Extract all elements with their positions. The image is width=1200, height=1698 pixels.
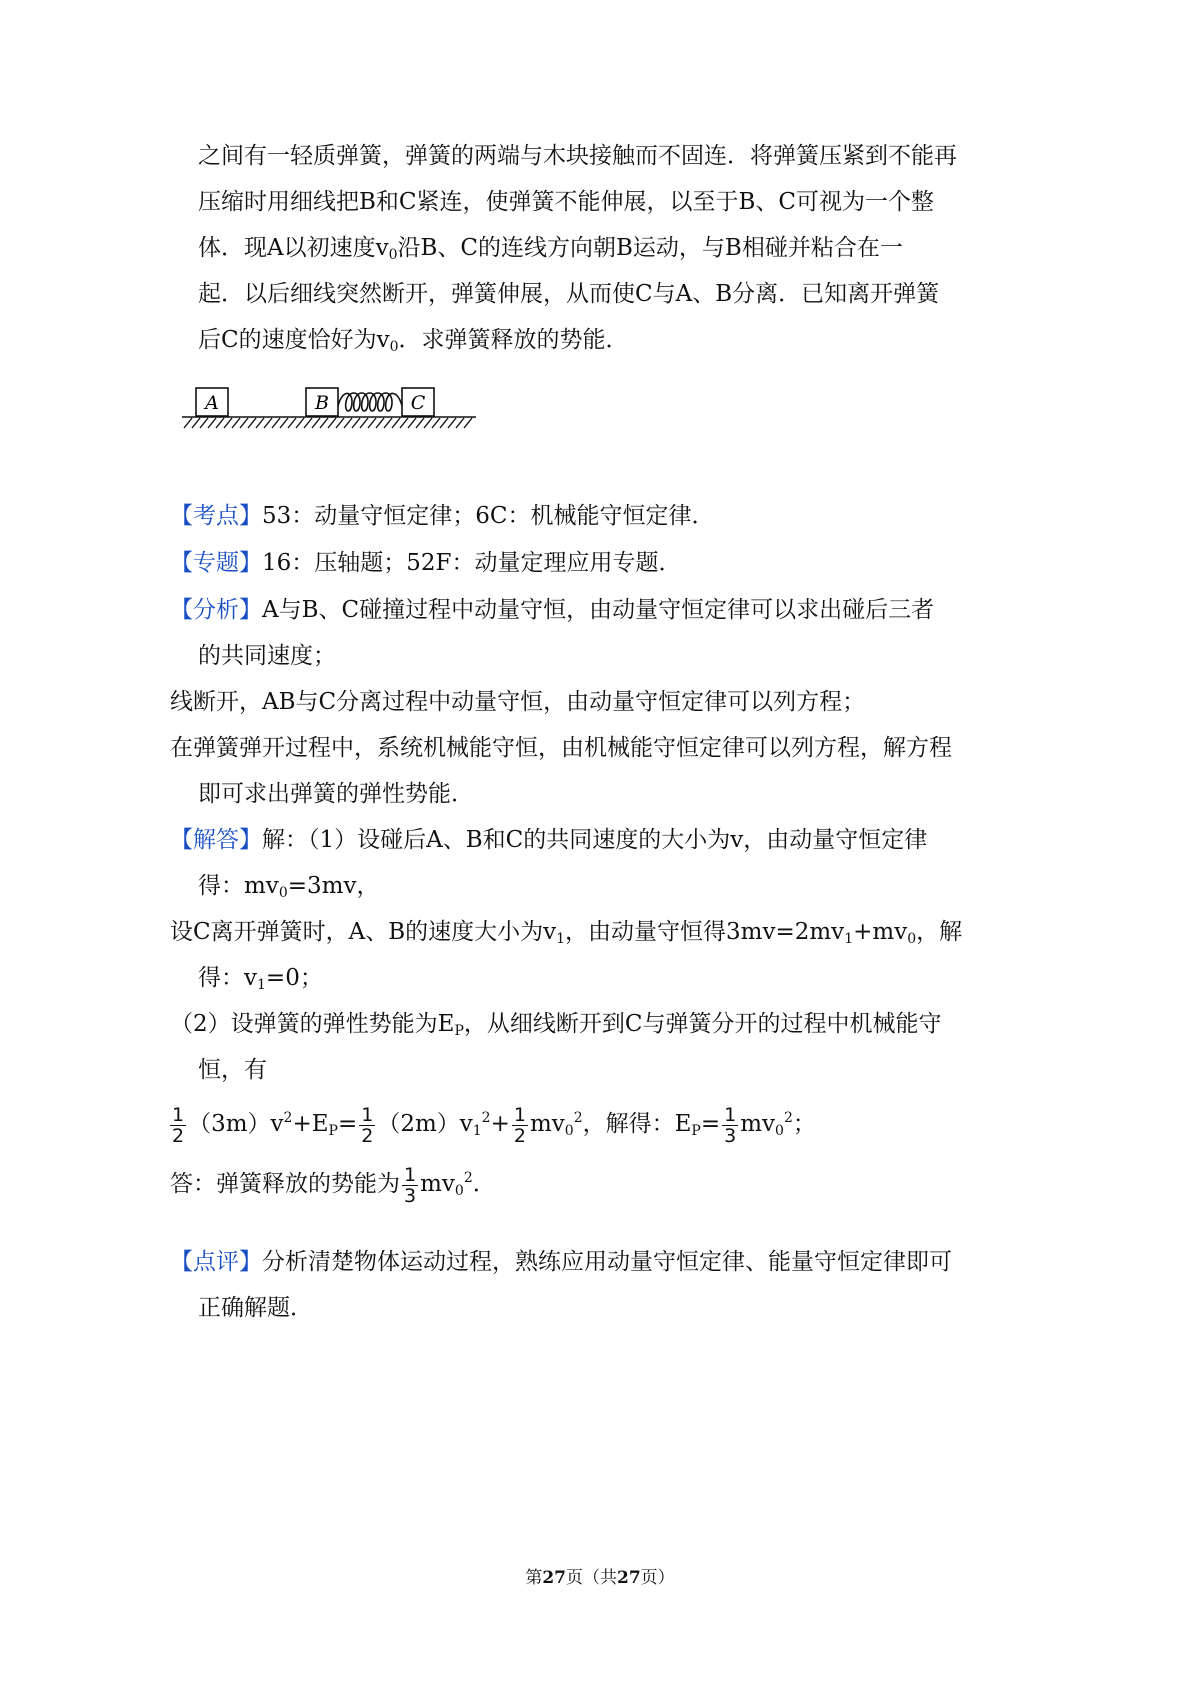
page-number: 27: [542, 1568, 566, 1588]
jieda-line-3: 设C离开弹簧时，A、B的速度大小为$v_1$，由动量守恒得$3mv=2mv_1+mv_0$，解: [170, 919, 963, 947]
dianping-line-2: 正确解题．: [198, 1295, 313, 1321]
dianping-tag: 【点评】: [170, 1249, 262, 1275]
answer-line: 答：弹簧释放的势能为 $\frac{1}{3}$ $mv_0^2$．: [170, 1163, 496, 1207]
zhuanti-section: [170, 547, 682, 579]
fenxi-tag: 【分析】: [170, 597, 262, 623]
blocks-spring-diagram: [180, 386, 490, 430]
fraction-third: $\frac{1}{3}$: [724, 1103, 737, 1147]
fenxi-line-5: 即可求出弹簧的弹性势能．: [198, 781, 474, 807]
problem-line-5: 后C的速度恰好为$v_0$．求弹簧释放的势能．: [198, 327, 629, 355]
problem-figure: [180, 386, 490, 434]
block-c: [402, 388, 434, 416]
fraction-half: $\frac{1}{2}$: [513, 1103, 526, 1147]
dianping-line-1: 【点评】分析清楚物体运动过程，熟练应用动量守恒定律、能量守恒定律即可: [170, 1249, 952, 1275]
block-c-label: C: [410, 392, 426, 414]
block-a-label: A: [205, 392, 219, 414]
fenxi-line-4: 在弹簧弹开过程中，系统机械能守恒，由机械能守恒定律可以列方程，解方程: [170, 735, 952, 761]
fenxi-line-1: 【分析】A与B、C碰撞过程中动量守恒，由动量守恒定律可以求出碰后三者: [170, 597, 935, 623]
energy-equation: $\frac{1}{2}$ $(3m)v^2+E_P=$ $\frac{1}{2}$ $(2m)v_1^2+$ $\frac{1}{2}$ $mv_0^2$，解得：$E_P=$ $\frac{1}{3}$ $mv_0^2$；: [172, 1103, 816, 1147]
jieda-tag: 【解答】: [170, 827, 262, 853]
kaodian-text: 53：动量守恒定律；6C：机械能守恒定律．: [262, 503, 715, 529]
fraction-half: $\frac{1}{2}$: [361, 1103, 374, 1147]
block-a: [196, 388, 228, 416]
fraction-third: $\frac{1}{3}$: [404, 1163, 417, 1207]
ground: [182, 417, 476, 428]
page-total: 27: [617, 1568, 641, 1588]
jieda-line-6: 恒，有: [198, 1057, 267, 1083]
block-b-label: B: [315, 392, 329, 414]
problem-line-4: 起．以后细线突然断开，弹簧伸展，从而使C与A、B分离．已知离开弹簧: [198, 281, 940, 307]
problem-line-2: 压缩时用细线把B和C紧连，使弹簧不能伸展，以至于B、C可视为一个整: [198, 189, 934, 215]
fenxi-line-2: 的共同速度；: [198, 643, 336, 669]
problem-line-3: 体．现A以初速度$v_0$沿B、C的连线方向朝B运动，与B相碰并粘合在一: [198, 235, 903, 263]
fenxi-line-3: 线断开，AB与C分离过程中动量守恒，由动量守恒定律可以列方程；: [170, 689, 866, 715]
problem-line-1: 之间有一轻质弹簧，弹簧的两端与木块接触而不固连．将弹簧压紧到不能再: [198, 143, 957, 169]
spring: [338, 393, 402, 411]
kaodian-section: [170, 500, 715, 532]
kaodian-tag: 【考点】: [170, 503, 262, 529]
jieda-line-5: （2）设弹簧的弹性势能为$E_P$，从细线断开到C与弹簧分开的过程中机械能守: [170, 1011, 942, 1039]
fraction-half: $\frac{1}{2}$: [172, 1103, 185, 1147]
page-footer: 第27页（共27页）: [525, 1568, 675, 1588]
zhuanti-text: 16：压轴题；52F：动量定理应用专题．: [262, 550, 682, 576]
jieda-line-4: 得：$v_1=0$；: [198, 965, 323, 993]
zhuanti-tag: 【专题】: [170, 550, 262, 576]
block-b: [306, 388, 338, 416]
jieda-line-2: 得：$mv_0=3mv$，: [198, 873, 380, 901]
jieda-line-1: 【解答】解：（1）设碰后A、B和C的共同速度的大小为v，由动量守恒定律: [170, 827, 928, 853]
